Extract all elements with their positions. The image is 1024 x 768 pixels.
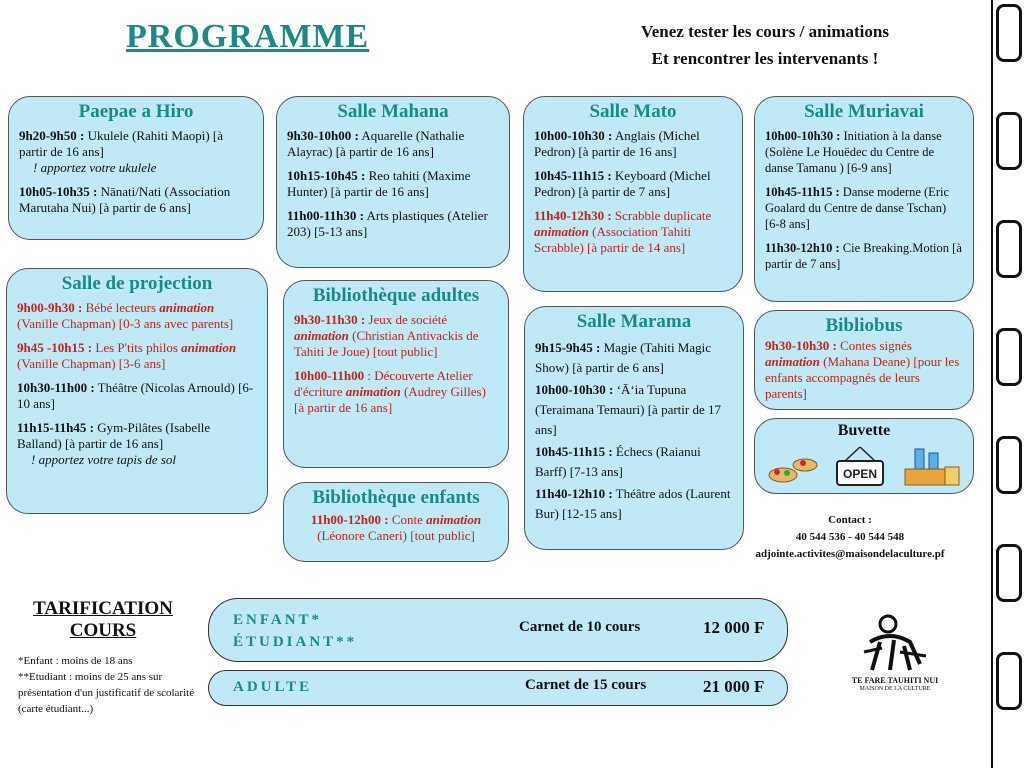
footnote: *Enfant : moins de 18 ans (18, 655, 133, 667)
room-muriavai (754, 96, 974, 302)
contact-email[interactable]: adjointe.activites@maisondelaculture.pf (755, 548, 945, 560)
schedule-entry: 9h00-9h30 : Bébé lecteurs animation (Vanille Chapman) [0-3 ans avec parents] (17, 300, 234, 331)
room-mato (523, 96, 743, 292)
border-motif-icon (996, 436, 1022, 494)
tagline-line-2: Et rencontrer les intervenants ! (651, 49, 879, 68)
room-title: Salle Marama (576, 311, 692, 332)
schedule-entry: 10h00-10h30 : ʻĀʻia Tupuna (Teraimana Temauri) [à partir de 17 ans] (535, 382, 721, 437)
schedule-entry: 11h15-11h45 : Gym-Pilâtes (Isabelle Balland) [à partir de 16 ans] ! apportez votre tapis de sol (17, 420, 211, 467)
schedule-entry: 9h30-11h30 : Jeux de société animation (Christian Antivackis de Tahiti Je Joue) [tout public] (294, 312, 479, 359)
room-title: Bibliobus (825, 315, 903, 336)
contact-phones: 40 544 536 - 40 544 548 (795, 531, 905, 543)
schedule-entry: 10h00-11h00 : Découverte Atelier d'écriture animation (Audrey Gilles) [à partir de 16 ans] (294, 368, 486, 415)
schedule-entry: 9h20-9h50 : Ukulele (Rahiti Maopi) [à partir de 16 ans] ! apportez votre ukulele (19, 128, 224, 175)
tagline-line-1: Venez tester les cours / animations (641, 22, 889, 41)
tarif-row-enfant (208, 598, 788, 662)
buvette-icons (765, 445, 965, 489)
room-biblio-enfants (283, 482, 509, 562)
decorative-border (991, 0, 1024, 768)
schedule-entry: 10h45-11h15 : Danse moderne (Eric Goalard du Centre de danse Tschan) [6-8 ans] (765, 185, 949, 231)
tiki-logo-icon (860, 612, 930, 674)
open-sign-text: OPEN (842, 467, 878, 481)
tarif-label: ADULTE (233, 679, 313, 695)
schedule-entry: 10h45-11h15 : Échecs (Raianui Barff) [7-13 ans] (535, 444, 701, 479)
room-title: Salle de projection (61, 273, 213, 294)
room-title: Bibliothèque adultes (312, 285, 480, 306)
room-title: Salle Mato (589, 101, 677, 122)
tarification-title: TARIFICATION COURS (33, 598, 173, 641)
drinks-icon (905, 449, 959, 485)
schedule-entry: 10h05-10h35 : Nānati/Nati (Association Marutaha Nui) [à partir de 6 ans] (19, 184, 231, 215)
room-bibliobus (754, 310, 974, 410)
logo-name: TE FARE TAUHITI NUI (851, 676, 939, 685)
room-biblio-adultes (283, 280, 509, 468)
tarif-price: 12 000 F (703, 618, 765, 637)
border-motif-icon (996, 112, 1022, 170)
border-motif-icon (996, 220, 1022, 278)
tarification-footnotes (18, 653, 208, 717)
open-sign-icon (837, 447, 883, 485)
border-motif-icon (996, 652, 1022, 710)
schedule-entry: 11h40-12h30 : Scrabble duplicate animation (Association Tahiti Scrabble) [à partir de 14 ans] (534, 208, 712, 255)
schedule-entry: 9h30-10h00 : Aquarelle (Nathalie Alayrac) [à partir de 16 ans] (287, 128, 465, 159)
tarif-label: ENFANT* ÉTUDIANT** (233, 612, 358, 650)
room-buvette (754, 418, 974, 494)
schedule-entry: 11h00-11h30 : Arts plastiques (Atelier 203) [5-13 ans] (287, 208, 488, 239)
room-title: Salle Muriavai (804, 101, 924, 122)
border-motif-icon (996, 544, 1022, 602)
page-title: PROGRAMME (126, 18, 370, 55)
schedule-entry: 11h00-12h00 : Conte animation (Léonore Caneri) [tout public] (310, 512, 482, 543)
schedule-entry: 10h00-10h30 : Initiation à la danse (Solène Le Houëdec du Centre de danse Tamanu ) [6-9 ans] (765, 129, 942, 175)
room-mahana (276, 96, 510, 268)
room-title: Salle Mahana (337, 101, 449, 122)
schedule-entry: 11h30-12h10 : Cie Breaking.Motion [à partir de 7 ans] (765, 241, 962, 271)
logo-sub: MAISON DE LA CULTURE (859, 686, 931, 692)
tarif-row-adulte (208, 670, 788, 706)
tagline (600, 18, 930, 72)
food-icon (769, 459, 817, 482)
room-paepae (8, 96, 264, 240)
room-title: Paepae a Hiro (78, 101, 194, 122)
schedule-entry: 10h45-11h15 : Keyboard (Michel Pedron) [à partir de 7 ans] (534, 168, 711, 199)
schedule-entry: 10h30-11h00 : Théâtre (Nicolas Arnould) [6-10 ans] (17, 380, 254, 411)
schedule-entry: 9h45 -10h15 : Les P'tits philos animation (Vanille Chapman) [3-6 ans] (17, 340, 237, 371)
room-marama (524, 306, 744, 550)
schedule-entry: 9h15-9h45 : Magie (Tahiti Magic Show) [à partir de 6 ans] (535, 340, 712, 375)
tarif-price: 21 000 F (703, 677, 765, 696)
maison-culture-logo (850, 612, 940, 694)
contact-label: Contact : (828, 514, 872, 526)
buvette-title: Buvette (837, 422, 891, 439)
schedule-entry: 11h40-12h10 : Théâtre ados (Laurent Bur) [12-15 ans] (535, 486, 731, 521)
contact-block (740, 512, 960, 563)
tarif-carnet: Carnet de 10 cours (519, 619, 641, 635)
border-motif-icon (996, 4, 1022, 62)
room-projection (6, 268, 268, 514)
footnote: **Etudiant : moins de 25 ans sur présentation d'un justificatif de scolarité (carte étudiant...) (18, 671, 195, 715)
schedule-entry: 10h00-10h30 : Anglais (Michel Pedron) [à partir de 16 ans] (534, 128, 700, 159)
room-title: Bibliothèque enfants (312, 487, 480, 508)
schedule-entry: 10h15-10h45 : Reo tahiti (Maxime Hunter) [à partir de 16 ans] (287, 168, 471, 199)
border-motif-icon (996, 328, 1022, 386)
schedule-entry: 9h30-10h30 : Contes signés animation (Mahana Deane) [pour les enfants accompagnés de leurs parents] (765, 338, 960, 401)
tarif-carnet: Carnet de 15 cours (525, 677, 647, 693)
